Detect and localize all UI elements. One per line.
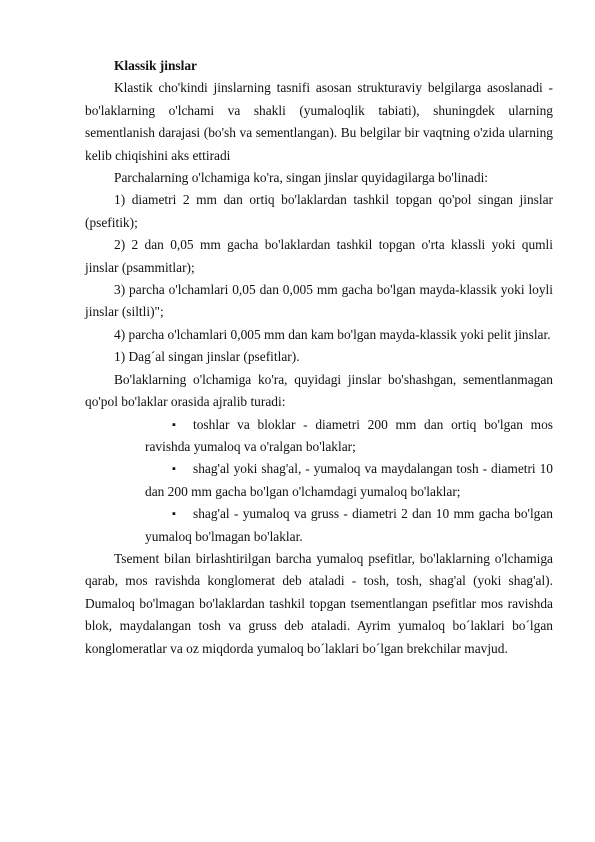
paragraph-loose: Bo'laklarning o'lchamiga ko'ra, quyidagi jinslar bo'shashgan, sementlanmagan qo'pol bo'laklar orasida ajralib turadi: (85, 371, 553, 410)
document-page (85, 55, 553, 660)
paragraph-item-1: 1) diametri 2 mm dan ortiq bo'laklardan tashkil topgan qo'pol singan jinslar (psefitik); (85, 192, 553, 230)
bullet-icon: ▪ (172, 463, 176, 476)
bullet-item (145, 458, 553, 503)
bullet-text: shag'al - yumaloq va gruss - diametri 2 dan 10 mm gacha bo'lgan yumaloq bo'lmagan bo'laklar. (145, 506, 553, 544)
paragraph-item-2: 2) 2 dan 0,05 mm gacha bo'laklardan tashkil topgan o'rta klassli yoki qumli jinslar (psammitlar); (85, 237, 553, 275)
paragraph-item-4: 4) parcha o'lchamlari 0,005 mm dan kam bo'lgan mayda-klassik yoki pelit jinslar. (114, 326, 551, 342)
paragraph-item-3: 3) parcha o'lchamlari 0,05 dan 0,005 mm gacha bo'lgan mayda-klassik yoki loyli jinslar (siltli)"; (85, 282, 553, 320)
bullet-text: shag'al yoki shag'al, - yumaloq va maydalangan tosh - diametri 10 dan 200 mm gacha bo'lgan o'lchamdagi yumaloq bo'laklar; (145, 461, 553, 499)
bullet-item (145, 414, 553, 459)
bullet-icon: ▪ (172, 418, 176, 431)
bullet-item (145, 503, 553, 548)
paragraph-subheading: 1) Dag´al singan jinslar (psefitlar). (114, 349, 300, 365)
paragraph-classification: Parchalarning o'lchamiga ko'ra, singan jinslar quyidagilarga bo'linadi: (114, 170, 489, 186)
paragraph-cemented: Tsement bilan birlashtirilgan barcha yumaloq psefitlar, bo'laklarning o'lchamiga qarab, mos ravishda konglomerat deb ataladi - tosh, tosh, shag'al (yoki shag'al). Dumaloq bo'lmagan bo'laklardan tashkil topgan tsementlangan psefitlar mos ravishda blok, maydalangan tosh va gruss deb ataladi. Ayrim yumaloq bo´laklari bo´lgan konglomeratlar va oz miqdorda yumaloq bo´laklari bo´lgan brekchilar mavjud. (85, 550, 553, 656)
paragraph-intro: Klastik cho'kindi jinslarning tasnifi asosan strukturaviy belgilarga asoslanadi - bo'laklarning o'lchami va shakli (yumaloqlik tabiati), shuningdek ularning sementlanish darajasi (bo'sh va sementlangan). Bu belgilar bir vaqtning o'zida ularning kelib chiqishini aks ettiradi (85, 80, 553, 163)
bullet-icon: ▪ (172, 508, 176, 521)
section-heading: Klassik jinslar (114, 58, 197, 73)
bullet-text: toshlar va bloklar - diametri 200 mm dan ortiq bo'lgan mos ravishda yumaloq va o'ralgan bo'laklar; (145, 416, 553, 454)
bullet-list (85, 414, 553, 548)
